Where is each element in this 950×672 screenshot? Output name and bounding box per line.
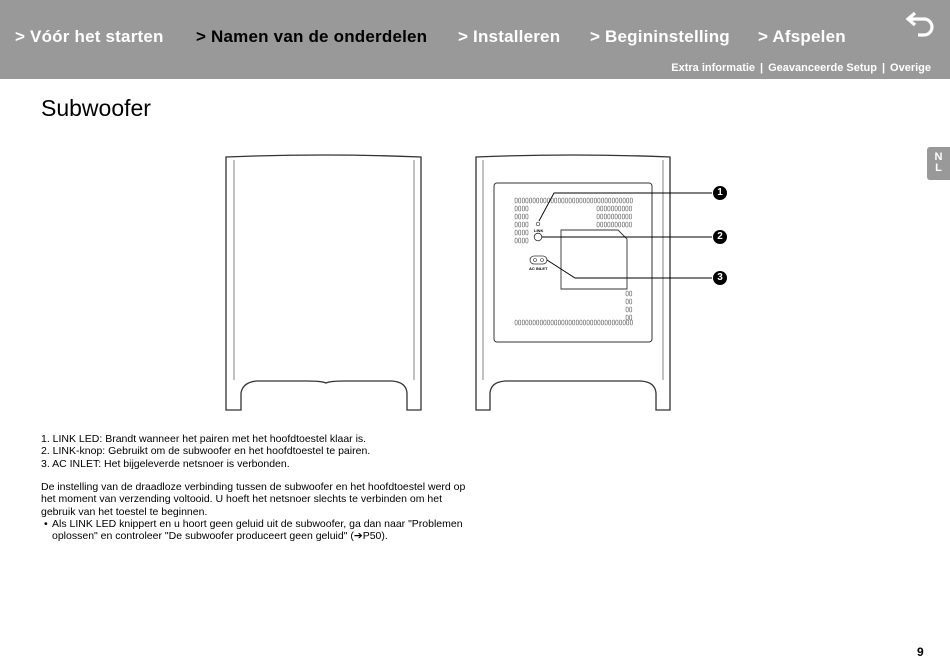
nav-item-namen-van-de-onderdelen[interactable]: > Namen van de onderdelen — [196, 27, 428, 46]
vent-slot — [619, 214, 621, 219]
vent-slot — [608, 206, 610, 211]
vent-slot — [627, 198, 629, 203]
vent-slot — [601, 214, 603, 219]
description-line: het moment van verzending voltooid. U hoeft het netsnoer slechts te verbinden om het — [41, 493, 442, 506]
vent-slot — [519, 214, 521, 219]
vent-slot — [515, 214, 517, 219]
vent-slot — [601, 320, 603, 325]
page-title: Subwoofer — [41, 95, 151, 121]
vent-slot — [615, 214, 617, 219]
vent-slot — [622, 206, 624, 211]
subnav-geavanceerde-setup[interactable]: Geavanceerde Setup — [768, 62, 877, 74]
vent-slot — [522, 320, 524, 325]
vent-slot — [526, 222, 528, 227]
lang-letter: L — [935, 162, 942, 174]
vent-slot — [540, 320, 542, 325]
vent-slot — [533, 320, 535, 325]
vent-slot — [576, 198, 578, 203]
vent-slot — [537, 320, 539, 325]
vent-slot — [608, 222, 610, 227]
callout-3: 3 — [713, 271, 727, 285]
vent-slot — [601, 206, 603, 211]
vent-slot — [608, 214, 610, 219]
vent-slots — [515, 198, 632, 325]
vent-slot — [622, 222, 624, 227]
vent-slot — [522, 222, 524, 227]
vent-slot — [544, 198, 546, 203]
vent-slot — [630, 320, 632, 325]
vent-slot — [597, 222, 599, 227]
vent-slot — [547, 320, 549, 325]
vent-slot — [544, 320, 546, 325]
vent-slot — [580, 320, 582, 325]
vent-slot — [565, 320, 567, 325]
vent-slot — [519, 320, 521, 325]
callout-1: 1 — [713, 186, 727, 200]
note-line — [52, 530, 472, 542]
nav-item-installeren[interactable]: > Installeren — [458, 27, 561, 46]
vent-slot — [558, 198, 560, 203]
vent-slot — [522, 206, 524, 211]
vent-slot — [591, 198, 593, 203]
vent-slot — [616, 198, 618, 203]
vent-slot — [629, 206, 631, 211]
vent-slot — [515, 198, 517, 203]
vent-slot — [583, 198, 585, 203]
vent-slot — [616, 320, 618, 325]
vent-slot — [626, 307, 628, 312]
vent-slot — [562, 198, 564, 203]
vent-slot — [597, 206, 599, 211]
vent-slot — [611, 206, 613, 211]
lang-letter: N — [934, 151, 943, 163]
nav-item-begininstelling[interactable]: > Begininstelling — [590, 27, 730, 46]
vent-slot — [529, 198, 531, 203]
callout-2: 2 — [713, 230, 727, 244]
vent-slot — [526, 206, 528, 211]
vent-slot — [619, 222, 621, 227]
vent-slot — [626, 315, 628, 320]
vent-slot — [601, 198, 603, 203]
note-text-part: oplossen" en controleer "De subwoofer produceert geen geluid" ( — [52, 530, 354, 543]
vent-slot — [526, 320, 528, 325]
vent-slot — [515, 238, 517, 243]
arrow-icon: ➔ — [353, 530, 363, 543]
page-number: 9 — [917, 645, 924, 659]
vent-slot — [569, 198, 571, 203]
vent-slot — [529, 320, 531, 325]
vent-slot — [601, 222, 603, 227]
vent-slot — [519, 206, 521, 211]
page-reference-link[interactable]: P50 — [362, 530, 382, 543]
vent-slot — [630, 307, 632, 312]
description-line: gebruik van het toestel te beginnen. — [41, 505, 208, 518]
vent-slot — [619, 206, 621, 211]
parts-list — [41, 433, 501, 470]
vent-slot — [515, 222, 517, 227]
vent-slot — [587, 198, 589, 203]
vent-slot — [626, 299, 628, 304]
list-item: 3. AC INLET: Het bijgeleverde netsnoer is verbonden. — [41, 457, 290, 470]
vent-slot — [630, 198, 632, 203]
vent-slot — [522, 198, 524, 203]
vent-slot — [611, 214, 613, 219]
vent-slot — [591, 320, 593, 325]
vent-slot — [576, 320, 578, 325]
vent-slot — [630, 291, 632, 296]
vent-slot — [605, 320, 607, 325]
nav-item-voor-het-starten[interactable]: > Vóór het starten — [15, 27, 164, 46]
vent-slot — [594, 198, 596, 203]
vent-slot — [558, 320, 560, 325]
subnav-overige[interactable]: Overige — [890, 62, 931, 74]
vent-slot — [555, 320, 557, 325]
bullet-dot: • — [44, 518, 48, 530]
vent-slot — [598, 198, 600, 203]
list-item: 1. LINK LED: Brandt wanneer het pairen met het hoofdtoestel klaar is. — [41, 433, 367, 445]
subnav-separator: | — [881, 62, 886, 74]
vent-slot — [630, 315, 632, 320]
vent-slot — [626, 222, 628, 227]
vent-slot — [612, 320, 614, 325]
vent-slot — [597, 214, 599, 219]
description-line: De instelling van de draadloze verbinding tussen de subwoofer en het hoofdtoestel werd op — [41, 481, 466, 493]
note-line: Als LINK LED knippert en u hoort geen geluid uit de subwoofer, ga dan naar "Problemen — [52, 518, 463, 530]
vent-slot — [519, 222, 521, 227]
vent-slot — [551, 320, 553, 325]
vent-slot — [604, 206, 606, 211]
vent-slot — [611, 222, 613, 227]
vent-slot — [583, 320, 585, 325]
vent-slot — [515, 206, 517, 211]
link-label: LINK — [534, 228, 544, 233]
vent-slot — [526, 238, 528, 243]
vent-slot — [526, 230, 528, 235]
vent-slot — [629, 214, 631, 219]
vent-slot — [622, 214, 624, 219]
vent-slot — [626, 206, 628, 211]
vent-slot — [555, 198, 557, 203]
nav-item-afspelen[interactable]: > Afspelen — [758, 27, 846, 46]
vent-slot — [515, 320, 517, 325]
vent-slot — [540, 198, 542, 203]
vent-slot — [604, 222, 606, 227]
vent-slot — [522, 238, 524, 243]
vent-slot — [609, 198, 611, 203]
vent-slot — [626, 291, 628, 296]
vent-slot — [519, 230, 521, 235]
vent-slot — [598, 320, 600, 325]
vent-slot — [626, 214, 628, 219]
vent-slot — [565, 198, 567, 203]
vent-slot — [630, 299, 632, 304]
note-text — [52, 518, 472, 543]
vent-slot — [619, 320, 621, 325]
vent-slot — [629, 222, 631, 227]
vent-slot — [562, 320, 564, 325]
vent-slot — [605, 198, 607, 203]
vent-slot — [619, 198, 621, 203]
subnav-extra-informatie[interactable]: Extra informatie — [671, 62, 756, 74]
vent-slot — [533, 198, 535, 203]
vent-slot — [537, 198, 539, 203]
vent-slot — [515, 230, 517, 235]
vent-slot — [519, 198, 521, 203]
vent-slot — [609, 320, 611, 325]
vent-slot — [569, 320, 571, 325]
list-item: 2. LINK-knop: Gebruikt om de subwoofer en het hoofdtoestel te pairen. — [41, 445, 371, 458]
vent-slot — [615, 222, 617, 227]
vent-slot — [522, 214, 524, 219]
vent-slot — [612, 198, 614, 203]
subnav-separator: | — [760, 62, 764, 74]
vent-slot — [573, 198, 575, 203]
vent-slot — [587, 320, 589, 325]
vent-slot — [580, 198, 582, 203]
vent-slot — [615, 206, 617, 211]
vent-slot — [526, 198, 528, 203]
vent-slot — [623, 320, 625, 325]
vent-slot — [627, 320, 629, 325]
note-text-part: ). — [381, 530, 388, 543]
vent-slot — [623, 198, 625, 203]
vent-slot — [594, 320, 596, 325]
vent-slot — [519, 238, 521, 243]
vent-slot — [522, 230, 524, 235]
vent-slot — [573, 320, 575, 325]
vent-slot — [604, 214, 606, 219]
vent-slot — [526, 214, 528, 219]
description — [41, 481, 471, 518]
ac-inlet-label: AC INLET — [529, 266, 548, 271]
